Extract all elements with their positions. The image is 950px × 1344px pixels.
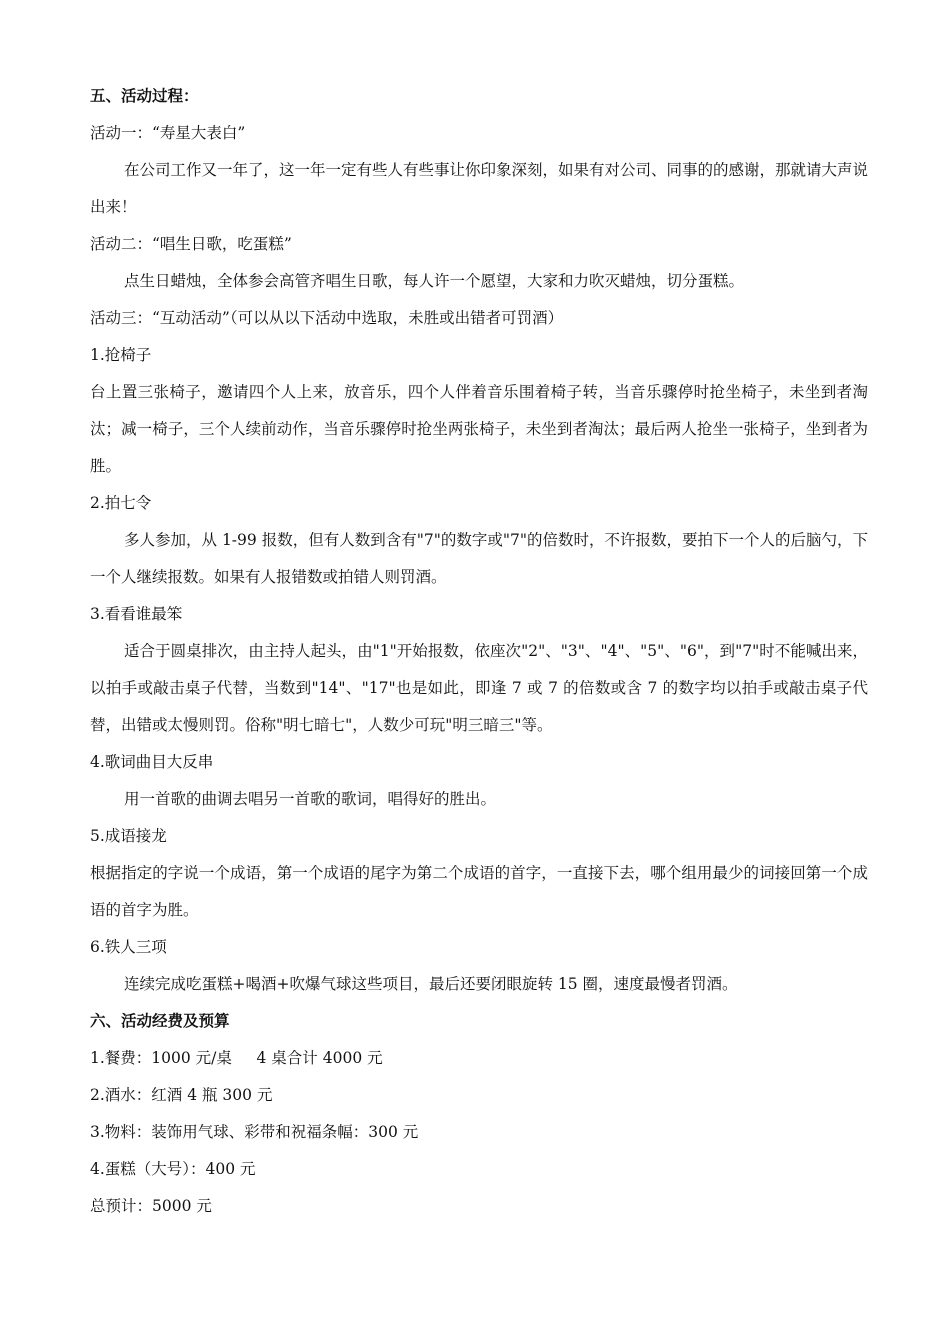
game-4-text: 用一首歌的曲调去唱另一首歌的歌词，唱得好的胜出。	[124, 790, 497, 808]
game-1-title: 1.抢椅子	[90, 346, 152, 364]
budget-total: 总预计：5000 元	[90, 1197, 212, 1215]
game-3-title: 3.看看谁最笨	[90, 605, 183, 623]
budget-item-materials: 3.物料：装饰用气球、彩带和祝福条幅：300 元	[90, 1123, 419, 1141]
game-2-title: 2.拍七令	[90, 494, 152, 512]
game-6-text: 连续完成吃蛋糕+喝酒+吹爆气球这些项目，最后还要闭眼旋转 15 圈，速度最慢者罚酒。	[124, 975, 738, 993]
activity-2-title: 活动二：“唱生日歌，吃蛋糕”	[90, 235, 292, 253]
game-1-text: 台上置三张椅子，邀请四个人上来，放音乐，四个人伴着音乐围着椅子转，当音乐骤停时抢坐椅子，未坐到者淘汰；减一椅子，三个人续前动作，当音乐骤停时抢坐两张椅子，未坐到者淘汰；最后两人抢坐一张椅子，坐到者为胜。	[90, 383, 868, 475]
activity-1-text: 在公司工作又一年了，这一年一定有些人有些事让你印象深刻，如果有对公司、同事的的感谢，那就请大声说出来！	[90, 161, 869, 216]
game-6-title: 6.铁人三项	[90, 938, 167, 956]
budget-item-drinks: 2.酒水：红酒 4 瓶 300 元	[90, 1086, 273, 1104]
section-heading-activity-process: 五、活动过程：	[90, 87, 199, 105]
budget-item-cake: 4.蛋糕（大号）：400 元	[90, 1160, 256, 1178]
budget-item-meals: 1.餐费：1000 元/桌 4 桌合计 4000 元	[90, 1049, 383, 1067]
game-3-text: 适合于圆桌排次，由主持人起头，由"1"开始报数，依座次"2"、"3"、"4"、"5"、"6"，到"7"时不能喊出来，以拍手或敲击桌子代替，当数到"14"、"17"也是如此，即逢 7 或 7 的倍数或含 7 的数字均以拍手或敲击桌子代替，出错或太慢则罚。俗称"明七暗七"，人数少可玩"明三暗三"等。	[90, 642, 868, 734]
game-2-text: 多人参加，从 1-99 报数，但有人数到含有"7"的数字或"7"的倍数时，不许报数，要拍下一个人的后脑勺，下一个人继续报数。如果有人报错数或拍错人则罚酒。	[90, 531, 868, 586]
game-5-text: 根据指定的字说一个成语，第一个成语的尾字为第二个成语的首字，一直接下去，哪个组用最少的词接回第一个成语的首字为胜。	[90, 864, 868, 919]
game-4-title: 4.歌词曲目大反串	[90, 753, 214, 771]
activity-2-text: 点生日蜡烛，全体参会高管齐唱生日歌，每人许一个愿望，大家和力吹灭蜡烛，切分蛋糕。	[124, 272, 745, 290]
activity-3-title: 活动三：“互动活动”（可以从以下活动中选取，未胜或出错者可罚酒）	[90, 309, 564, 327]
section-heading-budget: 六、活动经费及预算	[90, 1012, 230, 1030]
game-5-title: 5.成语接龙	[90, 827, 167, 845]
activity-1-title: 活动一：“寿星大表白”	[90, 124, 246, 142]
document-body	[90, 78, 868, 1225]
